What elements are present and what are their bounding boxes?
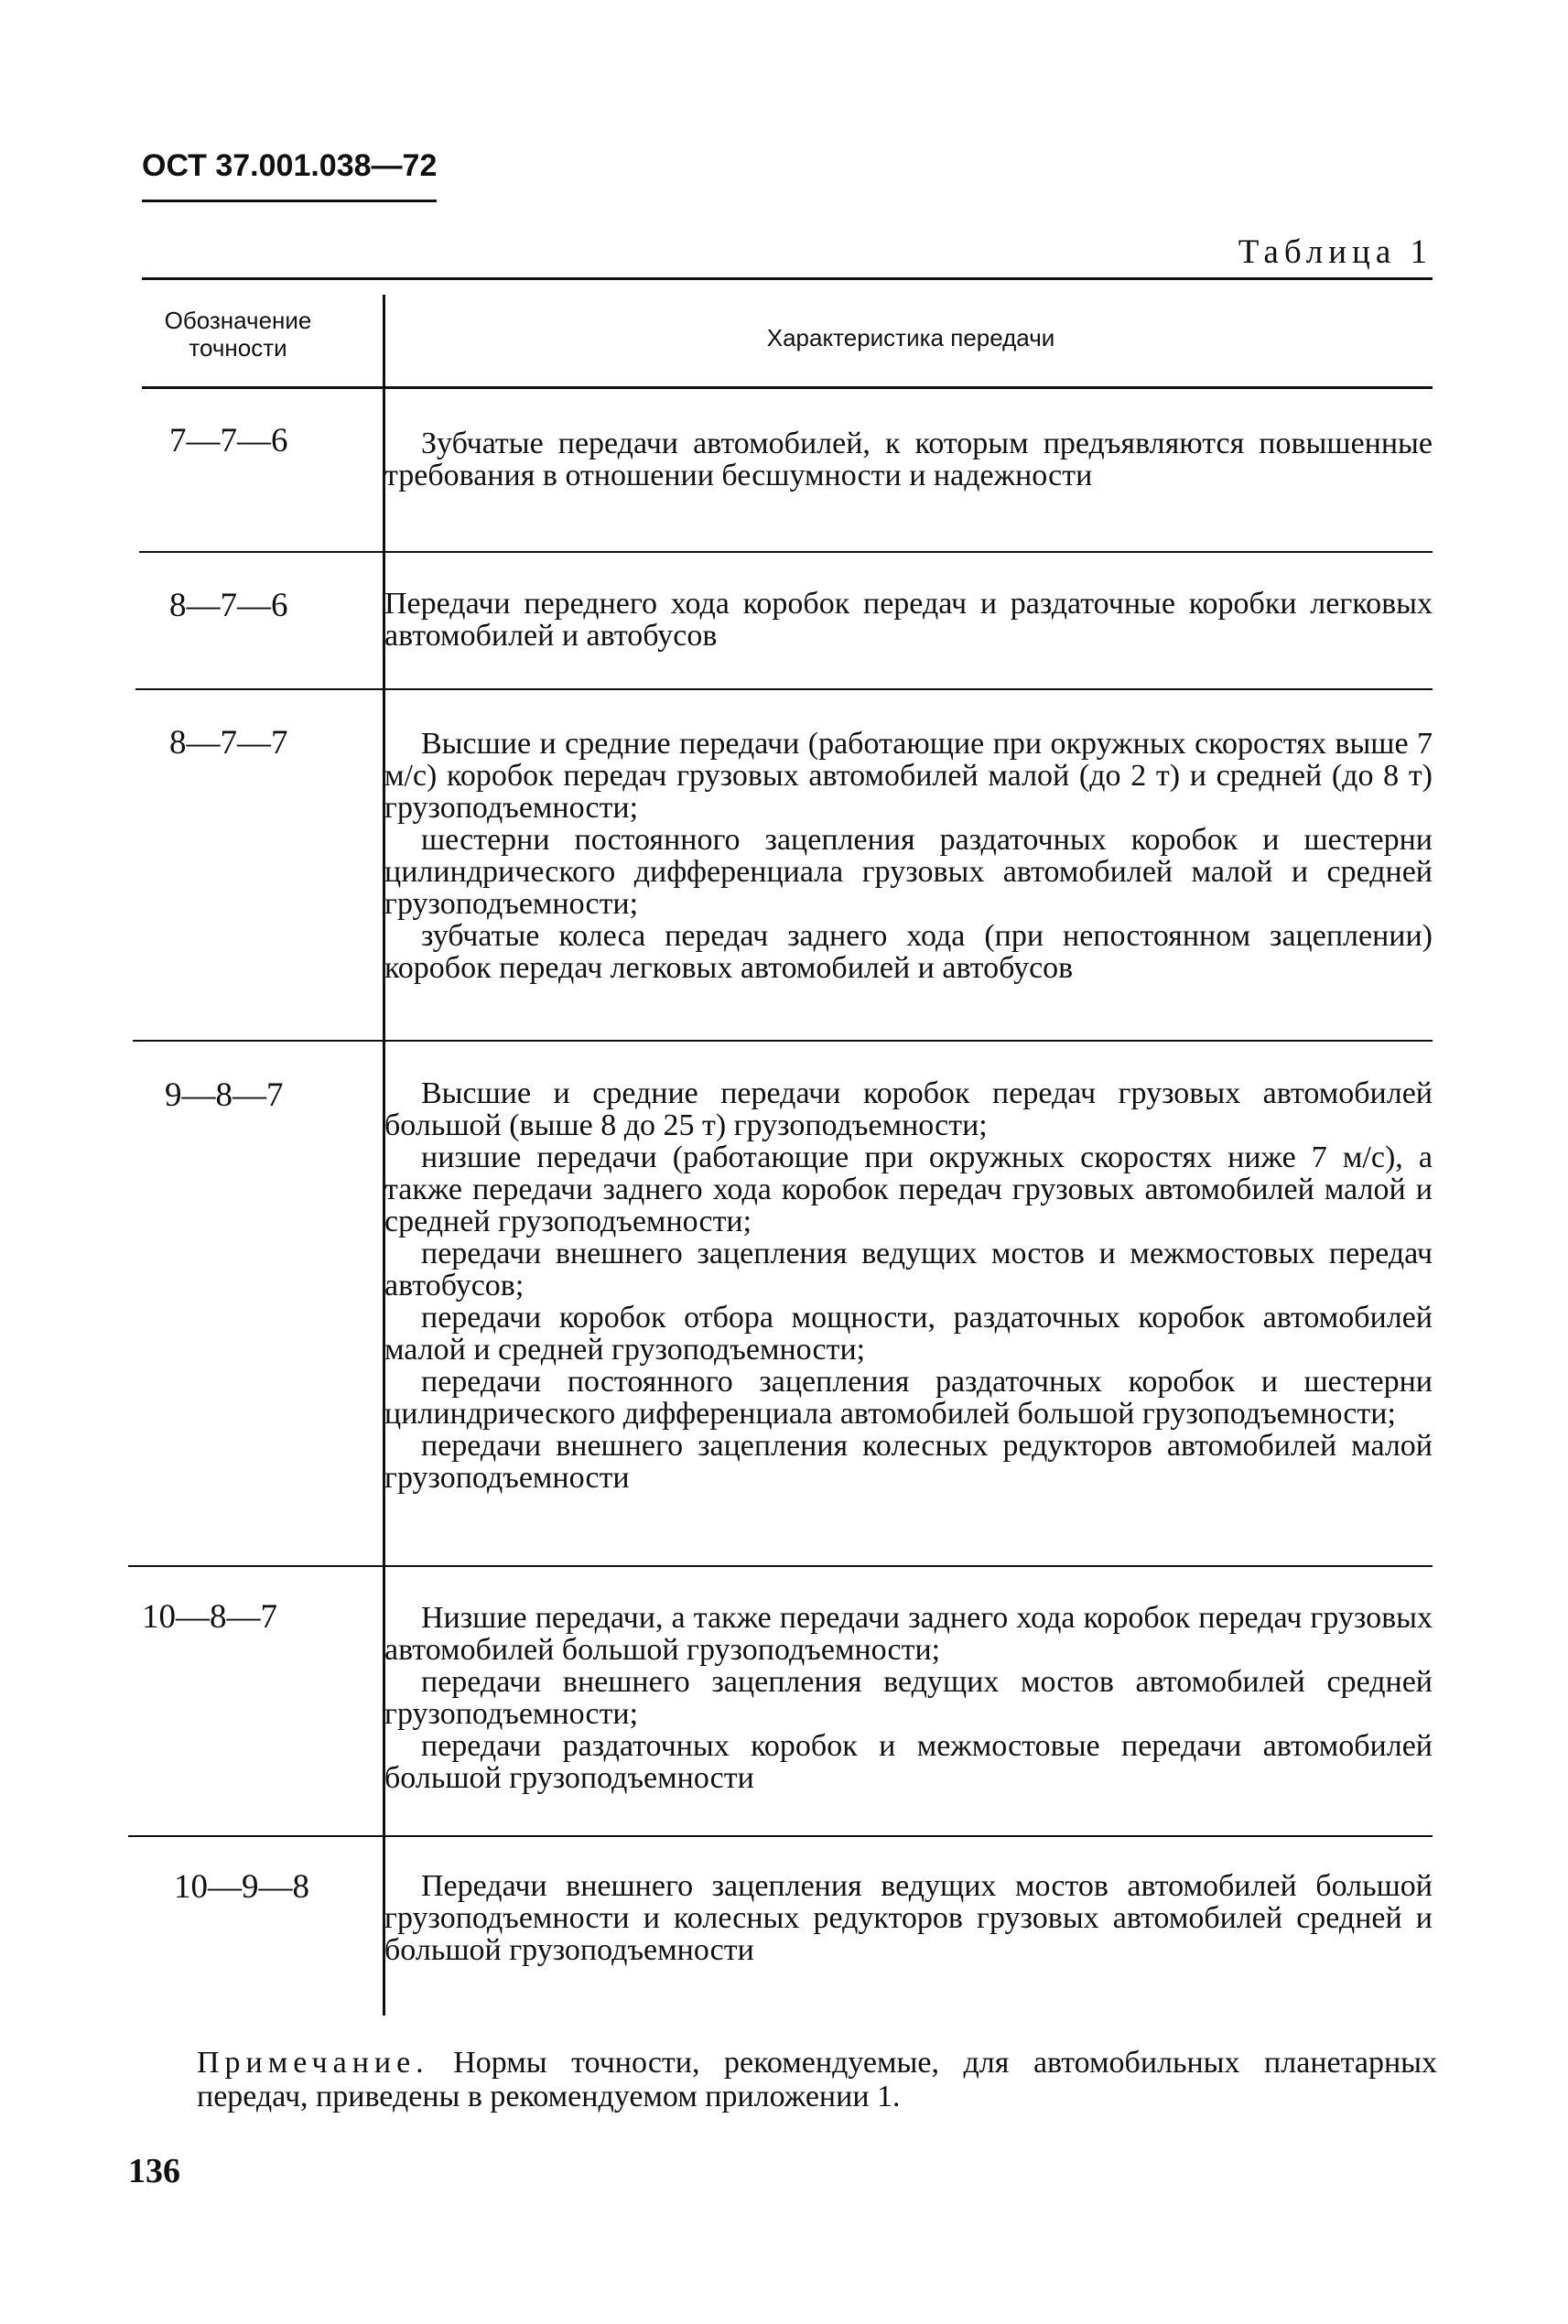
table-label: Таблица 1 [1238, 233, 1433, 271]
description-paragraph: передачи раздаточных коробок и межмостовые передачи автомобилей большой грузоподъемности [384, 1729, 1433, 1795]
table-top-rule [142, 277, 1433, 280]
gear-description [384, 427, 1433, 492]
table-header-rule [142, 386, 1433, 389]
description-paragraph: шестерни постоянного зацепления раздаточных коробок и шестерни цилиндрического дифференциала грузовых автомобилей малой и средней грузоподъемности; [384, 823, 1433, 921]
column-header-code: Обозначение точности [164, 307, 312, 362]
description-paragraph: передачи коробок отбора мощности, раздаточных коробок автомобилей малой и средней грузоподъемности; [384, 1301, 1433, 1367]
column-header-description: Характеристика передачи [766, 324, 1055, 351]
gear-description [384, 1077, 1433, 1494]
table-note [197, 2046, 1437, 2113]
row-separator [133, 1040, 1433, 1042]
description-paragraph: передачи внешнего зацепления колесных редукторов автомобилей малой грузоподъемности [384, 1429, 1433, 1495]
precision-code: 10—8—7 [142, 1598, 277, 1636]
description-paragraph: низшие передачи (работающие при окружных скоростях ниже 7 м/с), а также передачи заднего хода коробок передач грузовых автомобилей малой и средней грузоподъемности; [384, 1140, 1433, 1238]
description-paragraph: Высшие и средние передачи коробок передач грузовых автомобилей большой (выше 8 до 25 т) грузоподъемности; [384, 1076, 1433, 1142]
description-paragraph: Низшие передачи, а также передачи заднего хода коробок передач грузовых автомобилей большой грузоподъемности; [384, 1601, 1433, 1667]
description-paragraph: зубчатые колеса передач заднего хода (при непостоянном зацеплении) коробок передач легковых автомобилей и автобусов [384, 919, 1433, 985]
document-code: ОСТ 37.001.038—72 [142, 148, 438, 183]
row-separator [128, 1565, 1433, 1567]
note-text: Нормы точности, рекомендуемые, для автомобильных планетарных передач, приведены в рекомендуемом приложении 1. [197, 2046, 1438, 2113]
description-paragraph: передачи постоянного зацепления раздаточных коробок и шестерни цилиндрического дифференциала автомобилей большой грузоподъемности; [384, 1365, 1433, 1431]
row-separator [135, 688, 1433, 690]
note-label: Примечание. [197, 2046, 429, 2080]
row-separator [128, 1835, 1433, 1837]
row-separator [139, 551, 1433, 553]
description-paragraph: Передачи переднего хода коробок передач и раздаточные коробки легковых автомобилей и автобусов [384, 587, 1433, 653]
precision-code: 8—7—7 [169, 724, 288, 762]
precision-code: 7—7—6 [169, 422, 288, 459]
description-paragraph: Зубчатые передачи автомобилей, к которым предъявляются повышенные требования в отношении бесшумности и надежности [384, 427, 1433, 492]
description-paragraph: Высшие и средние передачи (работающие при окружных скоростях выше 7 м/с) коробок передач грузовых автомобилей малой (до 2 т) и средней (до 8 т) грузоподъемности; [384, 727, 1433, 825]
precision-code: 9—8—7 [165, 1076, 284, 1114]
gear-description [384, 728, 1433, 984]
page-number: 136 [128, 2152, 180, 2190]
description-paragraph: передачи внешнего зацепления ведущих мостов автомобилей средней грузоподъемности; [384, 1665, 1433, 1731]
header-underline [142, 200, 437, 202]
gear-description [384, 588, 1433, 652]
description-paragraph: передачи внешнего зацепления ведущих мостов и межмостовых передач автобусов; [384, 1237, 1433, 1303]
precision-code: 8—7—6 [169, 587, 288, 624]
precision-code: 10—9—8 [174, 1868, 309, 1906]
gear-description [384, 1870, 1433, 1966]
gear-description [384, 1602, 1433, 1794]
description-paragraph: Передачи внешнего зацепления ведущих мостов автомобилей большой грузоподъемности и колесных редукторов грузовых автомобилей средней и большой грузоподъемности [384, 1869, 1433, 1967]
